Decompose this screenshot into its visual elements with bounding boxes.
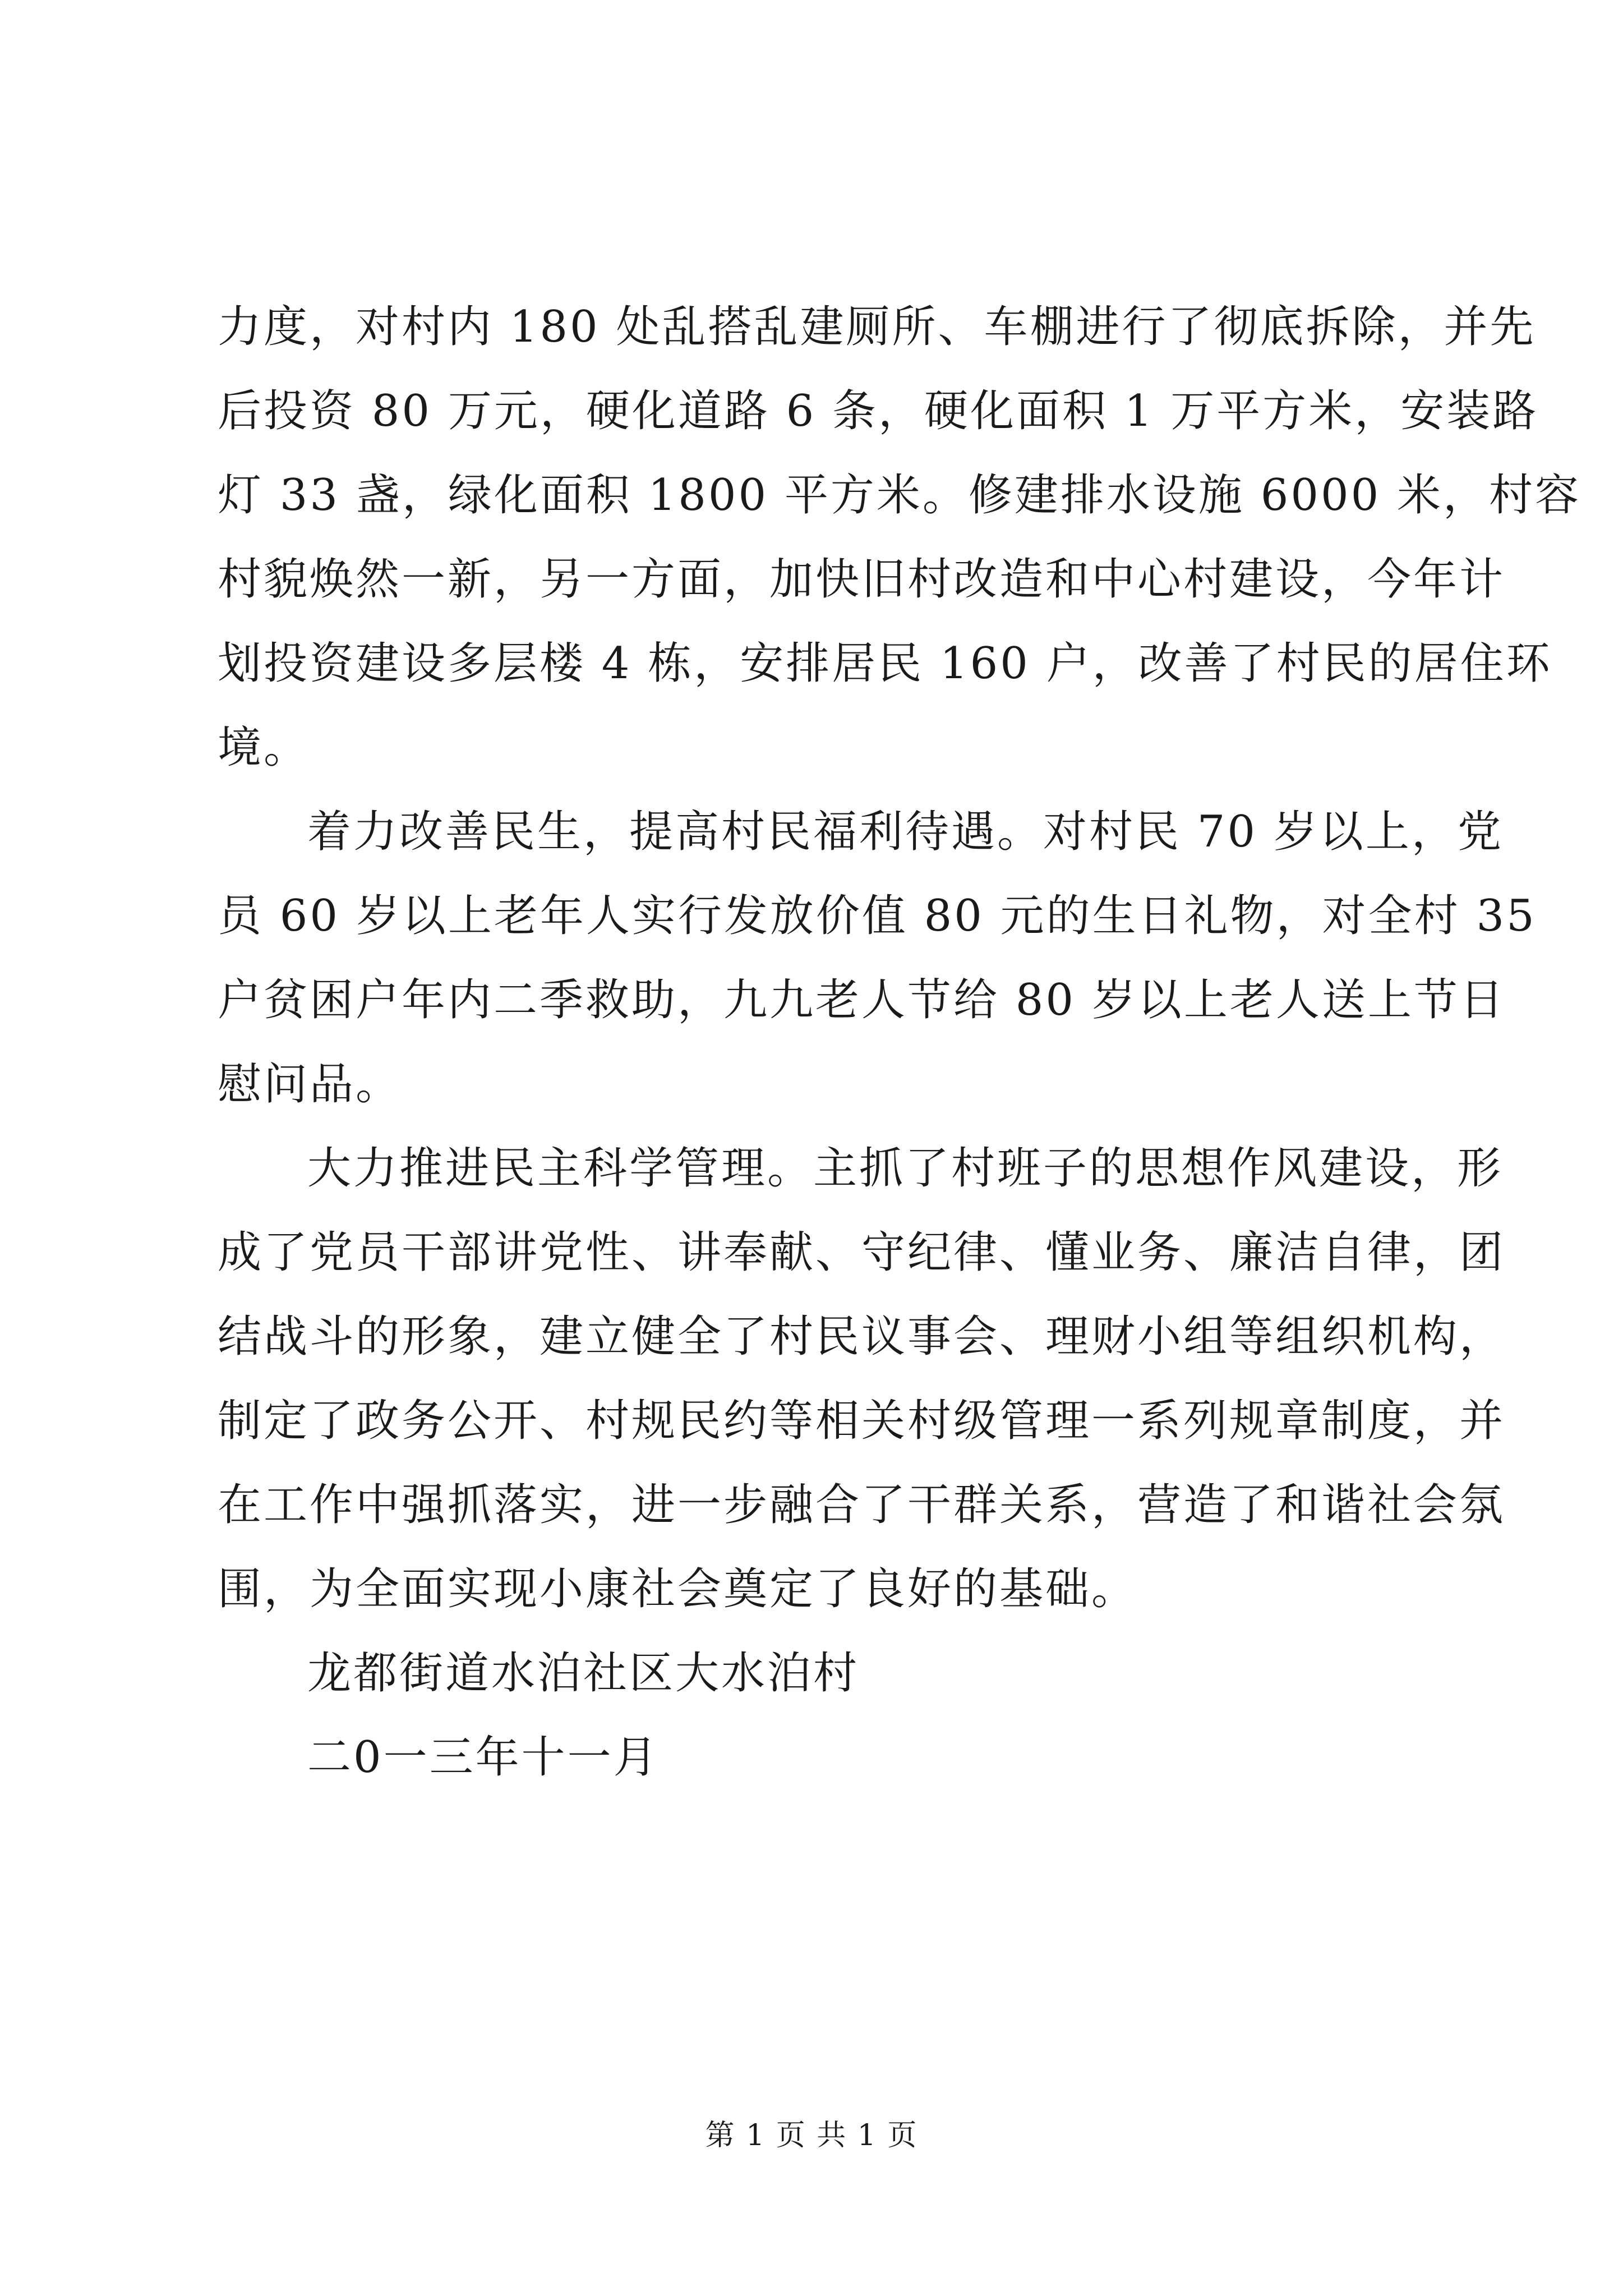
text-line: 制定了政务公开、村规民约等相关村级管理一系列规章制度，并	[218, 1396, 1506, 1446]
page-footer: 第 1 页 共 1 页	[705, 2119, 918, 2152]
text-line: 灯 33 盏，绿化面积 1800 平方米。修建排水设施 6000 米，村容	[218, 470, 1581, 521]
text-line: 围，为全面实现小康社会奠定了良好的基础。	[218, 1564, 1138, 1614]
paragraph-village-renovation	[218, 285, 1581, 790]
text-line: 户贫困户年内二季救助，九九老人节给 80 岁以上老人送上节日	[218, 975, 1506, 1025]
text-line: 力度，对村内 180 处乱搭乱建厕所、车棚进行了彻底拆除，并先	[218, 302, 1536, 352]
paragraph-management	[218, 1126, 1506, 1631]
text-line: 慰问品。	[218, 1059, 402, 1110]
text-line: 境。	[218, 723, 310, 773]
paragraph-welfare	[218, 790, 1537, 1126]
document-body	[218, 285, 1581, 1800]
text-line: 划投资建设多层楼 4 栋，安排居民 160 户，改善了村民的居住环	[218, 638, 1552, 689]
text-line: 在工作中强抓落实，进一步融合了干群关系，营造了和谐社会氛	[218, 1480, 1506, 1530]
text-line: 村貌焕然一新，另一方面，加快旧村改造和中心村建设，今年计	[218, 554, 1506, 605]
signature-organization: 龙都街道水泊社区大水泊村	[307, 1648, 860, 1699]
signature-block	[218, 1631, 1429, 1800]
text-line: 着力改善民生，提高村民福利待遇。对村民 70 岁以上，党	[307, 807, 1504, 857]
text-line: 成了党员干部讲党性、讲奉献、守纪律、懂业务、廉洁自律，团	[218, 1227, 1506, 1278]
text-line: 大力推进民主科学管理。主抓了村班子的思想作风建设，形	[307, 1143, 1504, 1194]
text-line: 员 60 岁以上老年人实行发放价值 80 元的生日礼物，对全村 35	[218, 891, 1537, 941]
text-line: 结战斗的形象，建立健全了村民议事会、理财小组等组织机构，	[218, 1312, 1506, 1362]
text-line: 后投资 80 万元，硬化道路 6 条，硬化面积 1 万平方米，安装路	[218, 386, 1539, 436]
signature-date: 二0一三年十一月	[307, 1732, 660, 1783]
